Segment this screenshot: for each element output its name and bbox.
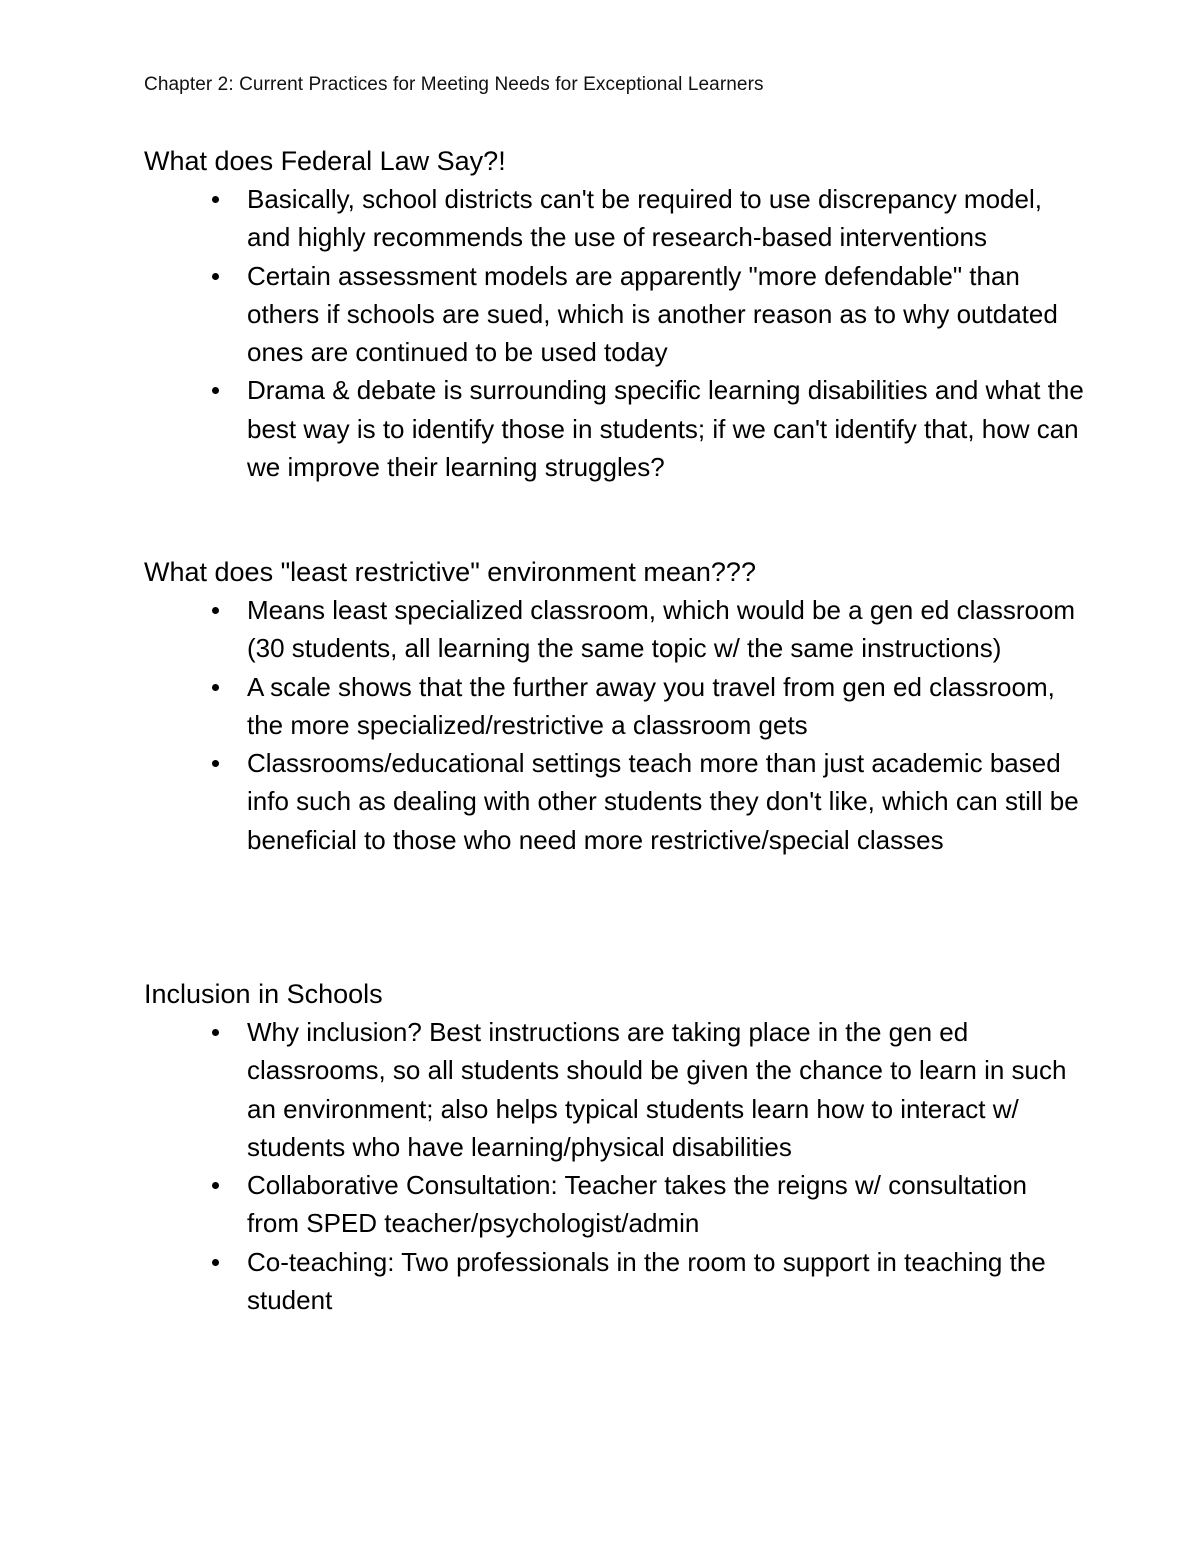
bullet-icon [212, 684, 219, 691]
section-federal-law [144, 142, 1084, 486]
bullet-icon [212, 1182, 219, 1189]
list-item [144, 1166, 1084, 1243]
list-item [144, 1243, 1084, 1320]
list-item-text: Certain assessment models are apparently "more defendable" than others if schools are sued, which is another reason as to why outdated ones are continued to be used today [247, 260, 1058, 368]
bullet-list [144, 180, 1084, 486]
section-title: What does "least restrictive" environment mean??? [144, 557, 756, 587]
bullet-icon [212, 273, 219, 280]
bullet-icon [212, 1259, 219, 1266]
bullet-icon [212, 387, 219, 394]
list-item [144, 257, 1084, 372]
list-item [144, 744, 1084, 859]
list-item-text: Collaborative Consultation: Teacher takes the reigns w/ consultation from SPED teacher/psychologist/admin [247, 1170, 1027, 1239]
list-item-text: Drama & debate is surrounding specific learning disabilities and what the best way is to identify those in students; if we can't identify that, how can we improve their learning struggles? [247, 375, 1084, 483]
section-least-restrictive [144, 553, 1084, 859]
list-item [144, 591, 1084, 668]
list-item [144, 668, 1084, 745]
bullet-icon [212, 607, 219, 614]
section-title: What does Federal Law Say?! [144, 146, 506, 176]
bullet-list [144, 591, 1084, 859]
page-header: Chapter 2: Current Practices for Meeting Needs for Exceptional Learners [144, 74, 764, 95]
list-item-text: Classrooms/educational settings teach more than just academic based info such as dealing with other students they don't like, which can still be beneficial to those who need more restrictive/special classes [247, 748, 1079, 855]
list-item-text: Why inclusion? Best instructions are taking place in the gen ed classrooms, so all students should be given the chance to learn in such an environment; also helps typical students learn how to interact w/ students who have learning/physical disabilities [247, 1017, 1067, 1162]
list-item-text: Basically, school districts can't be required to use discrepancy model, and highly recommends the use of research-based interventions [247, 184, 1042, 253]
list-item [144, 1013, 1084, 1166]
list-item [144, 371, 1084, 486]
section-inclusion [144, 975, 1084, 1319]
list-item-text: Co-teaching: Two professionals in the room to support in teaching the student [247, 1246, 1046, 1316]
bullet-icon [212, 760, 219, 767]
section-title: Inclusion in Schools [144, 979, 383, 1009]
list-item-text: Means least specialized classroom, which would be a gen ed classroom (30 students, all learning the same topic w/ the same instructions) [247, 595, 1076, 664]
list-item [144, 180, 1084, 257]
bullet-icon [212, 196, 219, 203]
bullet-list [144, 1013, 1084, 1319]
list-item-text: A scale shows that the further away you travel from gen ed classroom, the more specialized/restrictive a classroom gets [247, 671, 1055, 740]
bullet-icon [212, 1029, 219, 1036]
